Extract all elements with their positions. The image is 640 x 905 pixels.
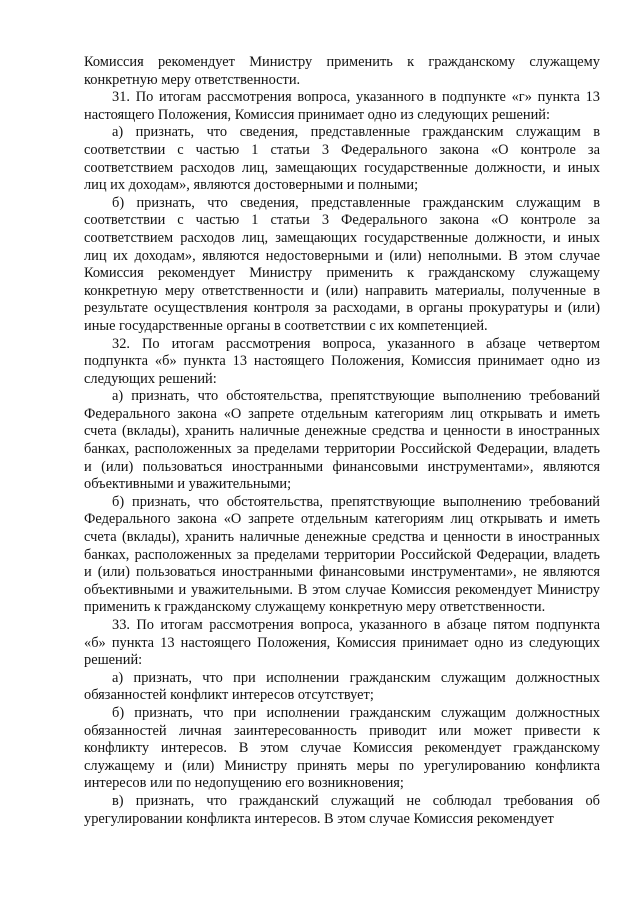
paragraph-31-b: б) признать, что сведения, представленные гражданским служащим в соответствии с частью 1 статьи 3 Федерального закона «О контроле за соответствием расходов лиц, замещающих государственные должности, и иных лиц их доходам», являются недостоверными и (или) неполными. В этом случае Комиссия рекомендует Министру применить к гражданскому служащему конкретную меру ответственности и (или) направить материалы, полученные в результате осуществления контроля за расходами, в органы прокуратуры и (или) иные государственные органы в соответствии с их компетенцией. [84,194,600,334]
paragraph-32: 32. По итогам рассмотрения вопроса, указанного в абзаце четвертом подпункта «б» пункта 13 настоящего Положения, Комиссия принимает одно из следующих решений: [84,335,600,387]
paragraph-33: 33. По итогам рассмотрения вопроса, указанного в абзаце пятом подпункта «б» пункта 13 настоящего Положения, Комиссия принимает одно из следующих решений: [84,617,600,669]
paragraph-31: 31. По итогам рассмотрения вопроса, указанного в подпункте «г» пункта 13 настоящего Положения, Комиссия принимает одно из следующих решений: [84,89,600,123]
paragraph-33-b: б) признать, что при исполнении гражданским служащим должностных обязанностей личная заинтересованность приводит или может привести к конфликту интересов. В этом случае Комиссия рекомендует гражданскому служащему и (или) Министру принять меры по урегулированию конфликта интересов или по недопущению его возникновения; [84,704,600,792]
paragraph-32-a: а) признать, что обстоятельства, препятствующие выполнению требований Федерального закона «О запрете отдельным категориям лиц открывать и иметь счета (вклады), хранить наличные денежные средства и ценности в иностранных банках, расположенных за пределами территории Российской Федерации, владеть и (или) пользоваться иностранными финансовыми инструментами», являются объективными и уважительными; [84,388,600,493]
paragraph-continuation: Комиссия рекомендует Министру применить к гражданскому служащему конкретную меру ответственности. [84,54,600,88]
document-page [84,54,600,828]
paragraph-31-a: а) признать, что сведения, представленные гражданским служащим в соответствии с частью 1 статьи 3 Федерального закона «О контроле за соответствием расходов лиц, замещающих государственные должности, и иных лиц их доходам», являются достоверными и полными; [84,124,600,194]
paragraph-33-a: а) признать, что при исполнении гражданским служащим должностных обязанностей конфликт интересов отсутствует; [84,669,600,704]
paragraph-33-c: в) признать, что гражданский служащий не соблюдал требования об урегулировании конфликта интересов. В этом случае Комиссия рекомендует [84,792,600,827]
paragraph-32-b: б) признать, что обстоятельства, препятствующие выполнению требований Федерального закона «О запрете отдельным категориям лиц открывать и иметь счета (вклады), хранить наличные денежные средства и ценности в иностранных банках, расположенных за пределами территории Российской Федерации, владеть и (или) пользоваться иностранными финансовыми инструментами», не являются объективными и уважительными. В этом случае Комиссия рекомендует Министру применить к гражданскому служащему конкретную меру ответственности. [84,493,600,616]
